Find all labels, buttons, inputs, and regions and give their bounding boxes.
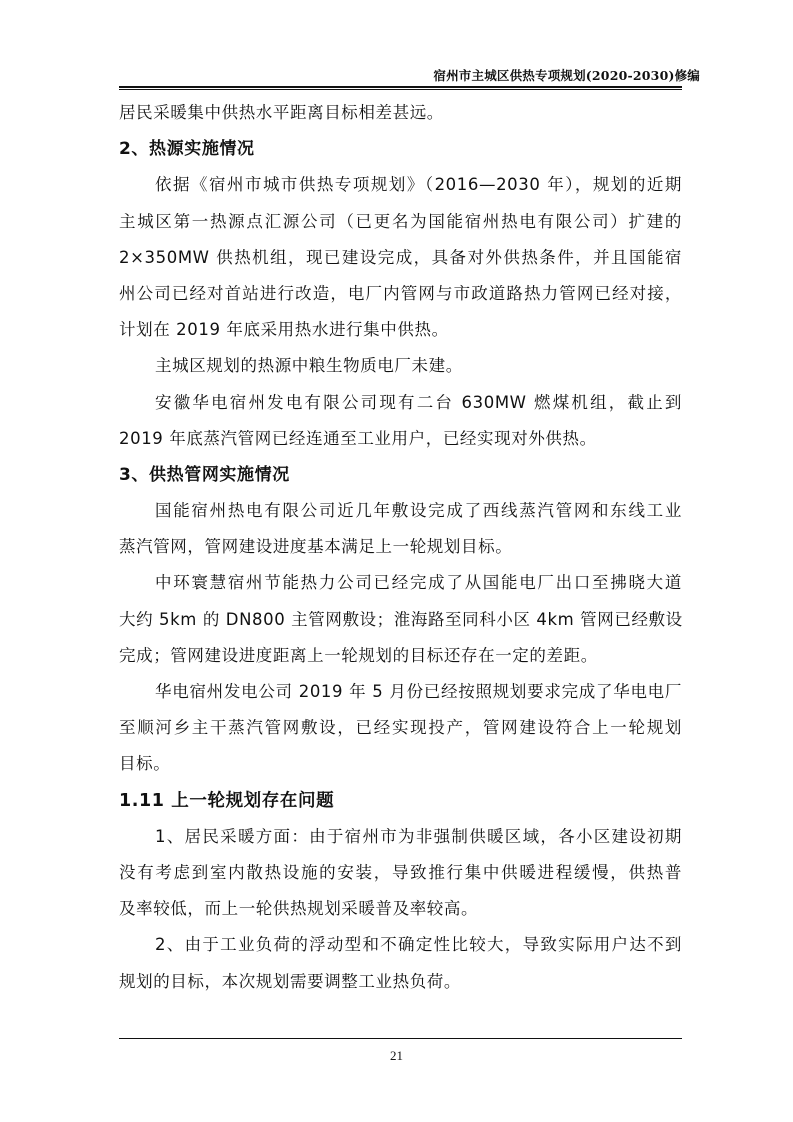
text-line: 计划在 2019 年底采用热水进行集中供热。 bbox=[119, 320, 449, 340]
header-rule-thick bbox=[119, 86, 682, 88]
text-line: 蒸汽管网，管网建设进度基本满足上一轮规划目标。 bbox=[119, 537, 513, 557]
paragraph-first-line: 2、由于工业负荷的浮动型和不确定性比较大，导致实际用户达不到 bbox=[155, 935, 682, 955]
paragraph-first-line: 国能宿州热电有限公司近几年敷设完成了西线蒸汽管网和东线工业 bbox=[155, 501, 682, 521]
text-line: 2×350MW 供热机组，现已建设完成，具备对外供热条件，并且国能宿 bbox=[119, 247, 682, 267]
section-heading: 2、热源实施情况 bbox=[119, 139, 255, 160]
paragraph-first-line: 依据《宿州市城市供热专项规划》（2016—2030 年），规划的近期 bbox=[155, 175, 682, 195]
text-line: 主城区第一热源点汇源公司（已更名为国能宿州热电有限公司）扩建的 bbox=[119, 211, 682, 231]
page-number: 21 bbox=[390, 1048, 403, 1063]
paragraph-first-line: 主城区规划的热源中粮生物质电厂未建。 bbox=[155, 356, 463, 376]
text-line: 没有考虑到室内散热设施的安装，导致推行集中供暖进程缓慢，供热普 bbox=[119, 862, 682, 882]
subsection-heading: 1.11 上一轮规划存在问题 bbox=[119, 790, 335, 811]
header-rule-thin bbox=[119, 89, 682, 90]
body-text bbox=[119, 95, 682, 1000]
text-line: 州公司已经对首站进行改造，电厂内管网与市政道路热力管网已经对接， bbox=[119, 283, 682, 303]
paragraph-first-line: 中环寰慧宿州节能热力公司已经完成了从国能电厂出口至拂晓大道 bbox=[155, 573, 682, 593]
text-line: 规划的目标，本次规划需要调整工业热负荷。 bbox=[119, 971, 461, 991]
text-line: 及率较低，而上一轮供热规划采暖普及率较高。 bbox=[119, 899, 479, 919]
text-line: 目标。 bbox=[119, 754, 171, 774]
footer-rule bbox=[119, 1038, 682, 1039]
text-line: 2019 年底蒸汽管网已经连通至工业用户，已经实现对外供热。 bbox=[119, 428, 597, 448]
text-line: 居民采暖集中供热水平距离目标相差甚远。 bbox=[119, 103, 444, 122]
paragraph-first-line: 1、居民采暖方面：由于宿州市为非强制供暖区域，各小区建设初期 bbox=[155, 826, 682, 846]
text-line: 大约 5km 的 DN800 主管网敷设；淮海路至同科小区 4km 管网已经敷设 bbox=[119, 609, 683, 629]
text-line: 完成；管网建设进度距离上一轮规划的目标还存在一定的差距。 bbox=[119, 645, 598, 665]
paragraph-first-line: 安徽华电宿州发电有限公司现有二台 630MW 燃煤机组，截止到 bbox=[155, 392, 682, 412]
paragraph-first-line: 华电宿州发电公司 2019 年 5 月份已经按照规划要求完成了华电电厂 bbox=[155, 682, 682, 701]
section-heading: 3、供热管网实施情况 bbox=[119, 464, 290, 485]
text-line: 至顺河乡主干蒸汽管网敷设，已经实现投产，管网建设符合上一轮规划 bbox=[119, 718, 682, 738]
running-header-title: 宿州市主城区供热专项规划(2020-2030)修编 bbox=[433, 68, 700, 83]
